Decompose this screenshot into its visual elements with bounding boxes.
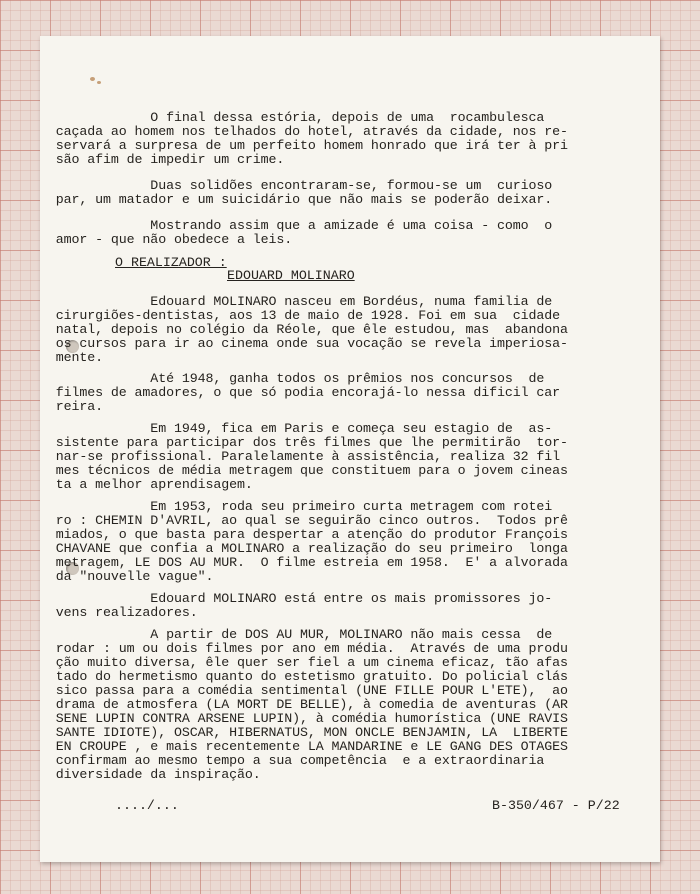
text-line: drama de atmosfera (LA MORT DE BELLE), à comedia de aventuras (AR <box>40 697 568 712</box>
text-line: diversidade da inspiração. <box>40 767 261 782</box>
page-reference: B-350/467 - P/22 <box>492 798 620 813</box>
text-line: SANTE IDIOTE), OSCAR, HIBERNATUS, MON ONCLE BENJAMIN, LA LIBERTE <box>40 725 568 740</box>
section-heading: O REALIZADOR : <box>115 255 227 270</box>
text-line: servará a surpresa de um perfeito homem honrado que irá ter à pri <box>40 138 568 153</box>
text-line: rodar : um ou dois filmes por ano em média. Através de uma produ <box>40 641 568 656</box>
text-line: O final dessa estória, depois de uma rocambulesca <box>40 110 545 125</box>
ink-stain <box>90 77 95 81</box>
document-page <box>40 36 660 862</box>
text-line: os cursos para ir ao cinema onde sua vocação se revela imperiosa- <box>40 336 568 351</box>
text-line: da "nouvelle vague". <box>40 569 214 584</box>
text-line: Em 1949, fica em Paris e começa seu estagio de as- <box>40 421 553 436</box>
text-line: são afim de impedir um crime. <box>40 152 285 167</box>
continuation-marker: ..../... <box>115 798 179 813</box>
text-line: amor - que não obedece a leis. <box>40 232 293 247</box>
text-line: ro : CHEMIN D'AVRIL, ao qual se seguirão cinco outros. Todos prê <box>40 513 568 528</box>
text-line: Até 1948, ganha todos os prêmios nos concursos de <box>40 371 545 386</box>
section-subtitle: EDOUARD MOLINARO <box>227 268 355 283</box>
text-line: ção muito diversa, êle quer ser fiel a um cinema eficaz, tão afas <box>40 655 568 670</box>
text-line: confirmam ao mesmo tempo a sua competência e a extraordinaria <box>40 753 545 768</box>
text-line: mes técnicos de média metragem que constituem para o jovem cineas <box>40 463 568 478</box>
text-line: natal, depois no colégio da Réole, que êle estudou, mas abandona <box>40 322 568 337</box>
text-line: nar-se profissional. Paralelamente à assistência, realiza 32 fil <box>40 449 561 464</box>
text-line: par, um matador e um suicidário que não mais se poderão deixar. <box>40 192 553 207</box>
text-line: mente. <box>40 350 104 365</box>
text-line: filmes de amadores, o que só podia encorajá-lo nessa dificil car <box>40 385 561 400</box>
text-line: miados, o que basta para despertar a atenção do produtor François <box>40 527 568 542</box>
text-line: EN CROUPE , e mais recentemente LA MANDARINE e LE GANG DES OTAGES <box>40 739 568 754</box>
text-line: Edouard MOLINARO nasceu em Bordéus, numa familia de <box>40 294 553 309</box>
text-line: Em 1953, roda seu primeiro curta metragem com rotei <box>40 499 553 514</box>
ink-stain <box>97 81 101 84</box>
text-line: Duas solidões encontraram-se, formou-se um curioso <box>40 178 553 193</box>
text-line: CHAVANE que confia a MOLINARO a realização do seu primeiro longa <box>40 541 568 556</box>
text-line: reira. <box>40 399 104 414</box>
text-line: Edouard MOLINARO está entre os mais promissores jo- <box>40 591 553 606</box>
text-line: tado do hermetismo quanto do estetismo gratuito. Do policial clás <box>40 669 568 684</box>
text-line: sico passa para a comédia sentimental (UNE FILLE POUR L'ETE), ao <box>40 683 568 698</box>
text-line: metragem, LE DOS AU MUR. O filme estreia em 1958. E' a alvorada <box>40 555 568 570</box>
text-line: sistente para participar dos três filmes que lhe permitirão tor- <box>40 435 568 450</box>
text-line: caçada ao homem nos telhados do hotel, através da cidade, nos re- <box>40 124 568 139</box>
text-line: ta a melhor aprendisagem. <box>40 477 253 492</box>
text-line: vens realizadores. <box>40 605 198 620</box>
text-line: cirurgiões-dentistas, aos 13 de maio de 1928. Foi em sua cidade <box>40 308 561 323</box>
text-line: SENE LUPIN CONTRA ARSENE LUPIN), à comédia humorística (UNE RAVIS <box>40 711 568 726</box>
text-line: Mostrando assim que a amizade é uma coisa - como o <box>40 218 553 233</box>
text-line: A partir de DOS AU MUR, MOLINARO não mais cessa de <box>40 627 553 642</box>
